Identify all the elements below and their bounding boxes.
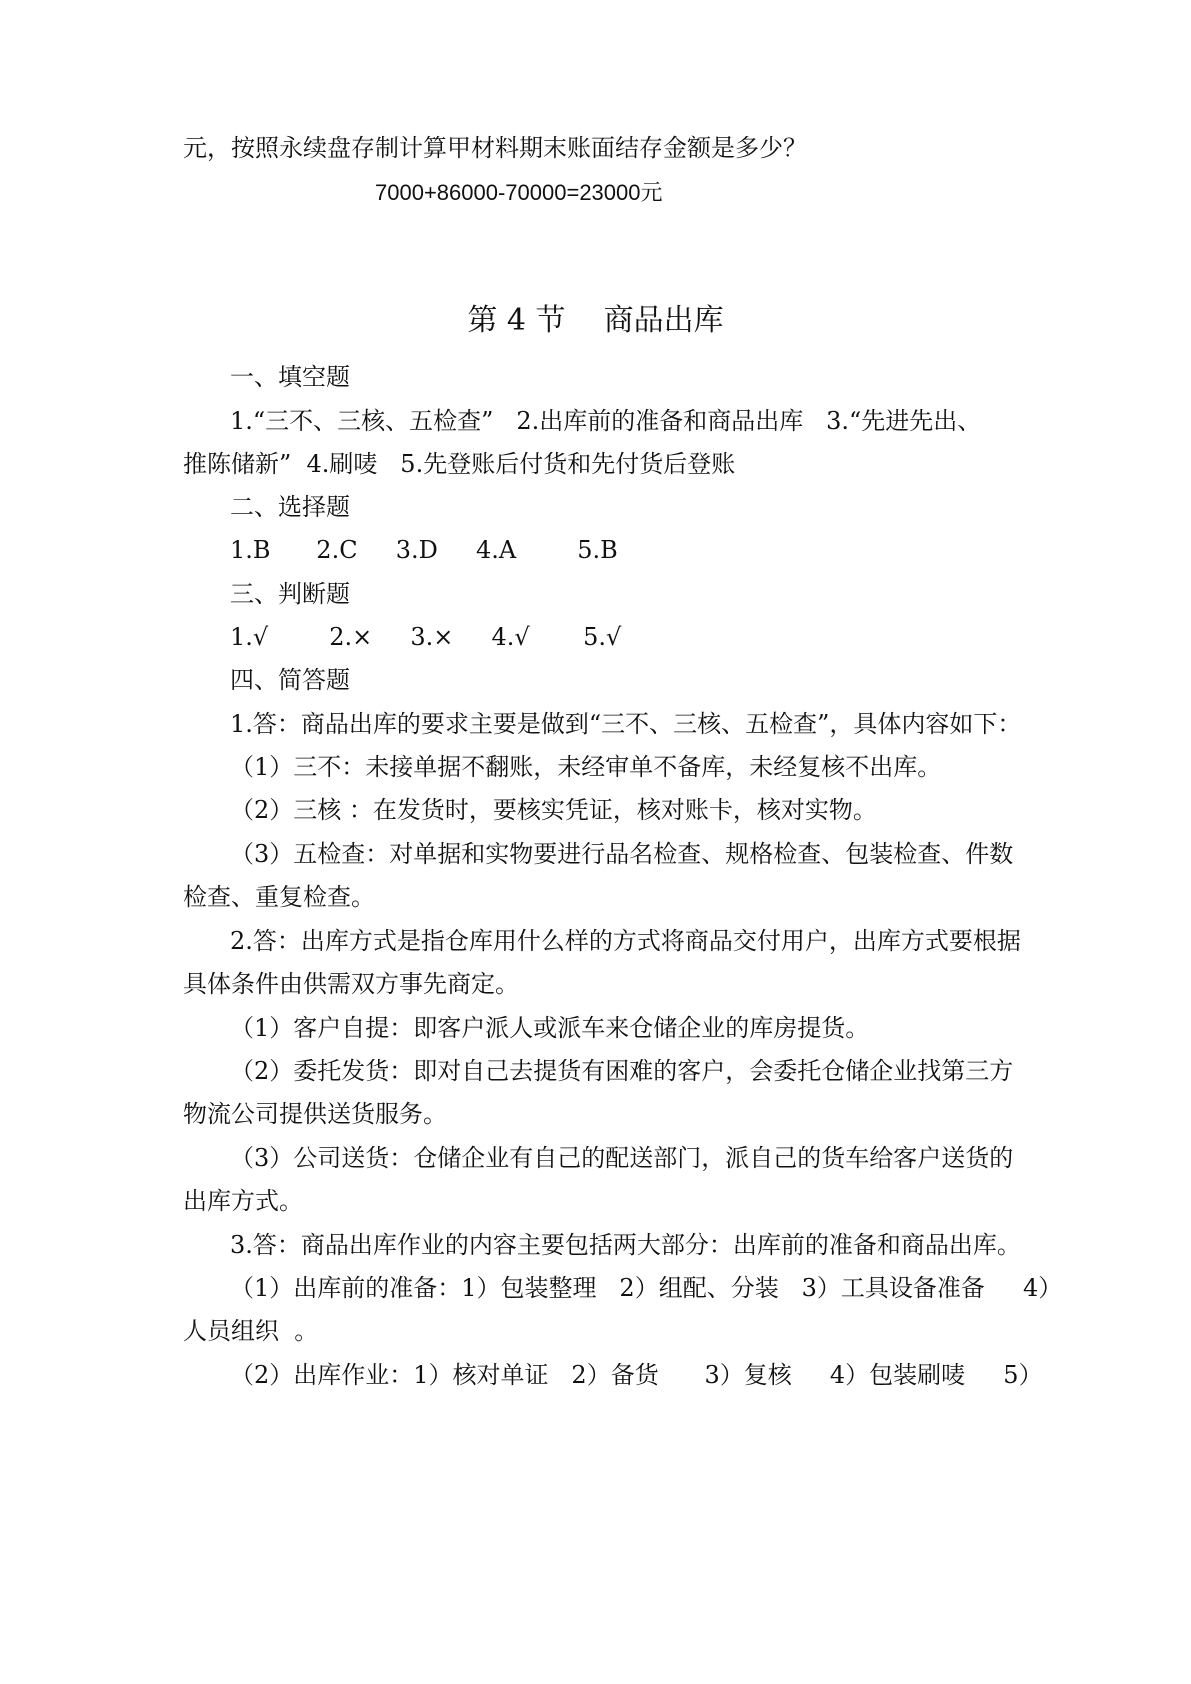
fill-blank-answers-line2: 推陈储新” 4.刷唛 5.先登账后付货和先付货后登账 — [183, 450, 736, 478]
section-title: 第 4 节 商品出库 — [467, 303, 724, 338]
judge-heading: 三、判断题 — [230, 580, 350, 608]
q2-item3-line2: 出库方式。 — [183, 1187, 303, 1215]
q2-item2-line2: 物流公司提供送货服务。 — [183, 1100, 447, 1128]
q3-item2-line1: （2）出库作业：1）核对单证 2）备货 3）复核 4）包装刷唛 5） — [230, 1361, 1043, 1389]
fill-blank-answers-line1: 1.“三不、三核、五检查” 2.出库前的准备和商品出库 3.“先进先出、 — [230, 407, 982, 435]
q1-item3-line2: 检查、重复检查。 — [183, 883, 375, 911]
q1-item3-line1: （3）五检查：对单据和实物要进行品名检查、规格检查、包装检查、件数 — [230, 840, 1014, 868]
q1-item1: （1）三不：未接单据不翻账，未经审单不备库，未经复核不出库。 — [230, 753, 942, 781]
judge-answers: 1.√ 2.× 3.× 4.√ 5.√ — [230, 623, 622, 651]
q3-intro: 3.答：商品出库作业的内容主要包括两大部分：出库前的准备和商品出库。 — [230, 1231, 1021, 1259]
q2-intro-line1: 2.答：出库方式是指仓库用什么样的方式将商品交付用户，出库方式要根据 — [230, 927, 1021, 955]
question-tail: 元，按照永续盘存制计算甲材料期末账面结存金额是多少？ — [183, 134, 807, 162]
q2-item3-line1: （3）公司送货：仓储企业有自己的配送部门，派自己的货车给客户送货的 — [230, 1144, 1014, 1172]
fill-blank-heading: 一、填空题 — [230, 363, 350, 391]
q3-item1-line2: 人员组织 。 — [183, 1317, 319, 1345]
choice-answers: 1.B 2.C 3.D 4.A 5.B — [230, 536, 618, 564]
q2-intro-line2: 具体条件由供需双方事先商定。 — [183, 970, 519, 998]
q3-item1-line1: （1）出库前的准备：1）包装整理 2）组配、分装 3）工具设备准备 4） — [230, 1274, 1063, 1302]
choice-heading: 二、选择题 — [230, 493, 350, 521]
q1-item2: （2）三核 ：在发货时，要核实凭证，核对账卡，核对实物。 — [230, 796, 877, 824]
q2-item2-line1: （2）委托发货：即对自己去提货有困难的客户，会委托仓储企业找第三方 — [230, 1057, 1014, 1085]
q1-intro: 1.答：商品出库的要求主要是做到“三不、三核、五检查”，具体内容如下： — [230, 710, 1022, 738]
formula-answer: 7000+86000-70000=23000元 — [375, 180, 663, 205]
short-answer-heading: 四、简答题 — [230, 666, 350, 694]
q2-item1: （1）客户自提：即客户派人或派车来仓储企业的库房提货。 — [230, 1014, 870, 1042]
